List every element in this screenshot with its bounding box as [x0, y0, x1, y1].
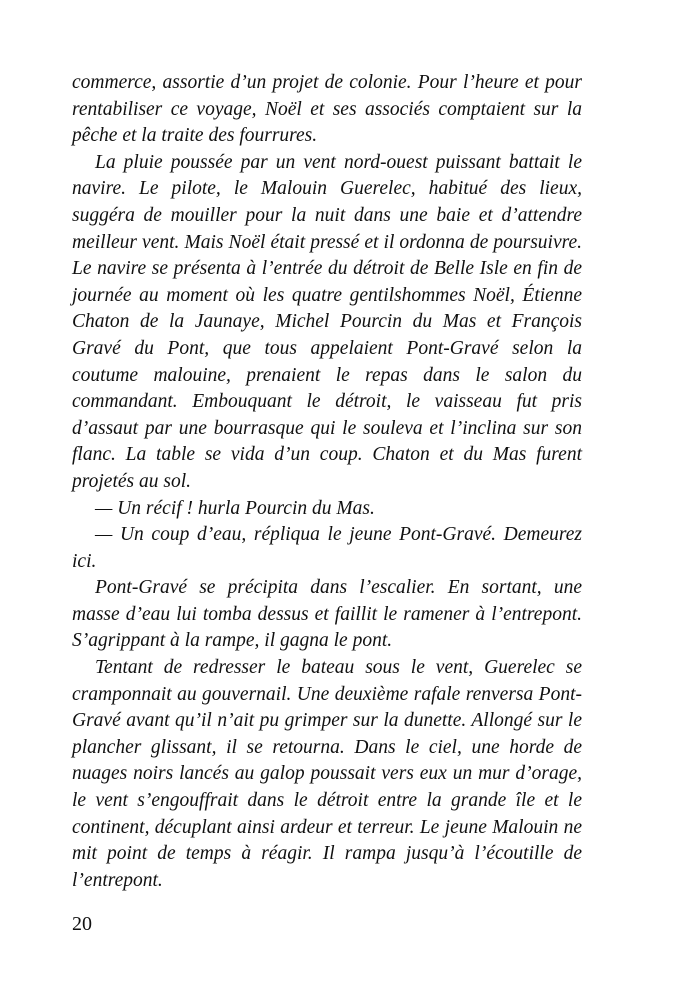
paragraph-2: La pluie poussée par un vent nord-ouest puissant battait le navire. Le pilote, le Malouin Guerelec, habitué des lieux, suggéra de mouiller pour la nuit dans une baie et d’attendre meilleur vent. Mais Noël était pressé et il ordonna de poursuivre. Le navire se présenta à l’entrée du détroit de Belle Isle en fin de journée au moment où les quatre gentilshommes Noël, Étienne Chaton de la Jaunaye, Michel Pourcin du Mas et François Gravé du Pont, que tous appelaient Pont-Gravé selon la coutume malouine, prenaient le repas dans le salon du commandant. Embouquant le détroit, le vaisseau fut pris d’assaut par une bourrasque qui le souleva et l’inclina sur son flanc. La table se vida d’un coup. Chaton et du Mas furent projetés au sol. — [72, 151, 582, 492]
paragraph-5: Pont-Gravé se précipita dans l’escalier. En sortant, une masse d’eau lui tomba dessus et faillit le ramener à l’entrepont. S’agrippant à la rampe, il gagna le pont. — [72, 577, 582, 652]
paragraph-1: commerce, assortie d’un projet de colonie. Pour l’heure et pour rentabiliser ce voyage, Noël et ses associés comptaient sur la pêche et la traite des fourrures. — [72, 72, 582, 147]
page-body — [72, 70, 582, 894]
dialogue-line-2: — Un coup d’eau, répliqua le jeune Pont-Gravé. Demeurez ici. — [72, 524, 582, 572]
paragraph-6: Tentant de redresser le bateau sous le vent, Guerelec se cramponnait au gouvernail. Une deuxième rafale renversa Pont-Gravé avant qu’il n’ait pu grimper sur la dunette. Allongé sur le plancher glissant, il se retourna. Dans le ciel, une horde de nuages noirs lancés au galop poussait vers eux un mur d’orage, le vent s’engouffrait dans le détroit entre la grande île et le continent, décuplant ainsi ardeur et terreur. Le jeune Malouin ne mit point de temps à réagir. Il rampa jusqu’à l’écoutille de l’entrepont. — [72, 657, 582, 891]
page-number: 20 — [72, 913, 92, 935]
dialogue-line-1: — Un récif ! hurla Pourcin du Mas. — [95, 497, 375, 519]
